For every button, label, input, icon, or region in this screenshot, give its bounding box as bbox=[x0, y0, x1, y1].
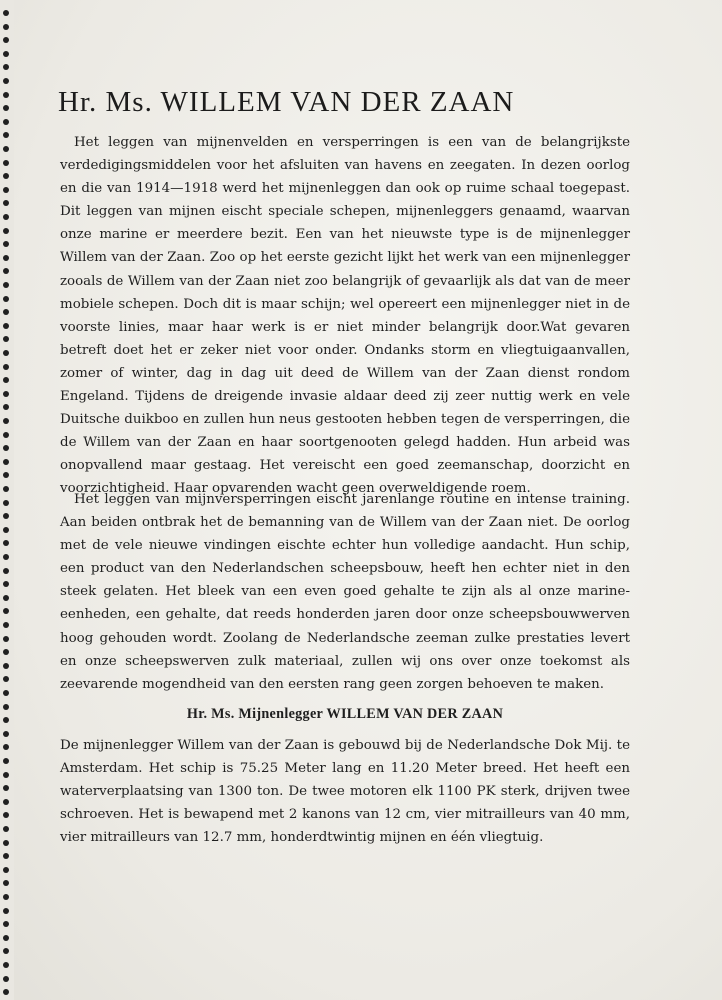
paragraph-training bbox=[60, 488, 630, 696]
binding-hole bbox=[3, 323, 9, 329]
binding-hole bbox=[3, 976, 9, 982]
paragraph-intro-text: Het leggen van mijnenvelden en versperringen is een van de belangrijkste verdedigingsmiddelen voor het afsluiten van havens en zeegaten. In dezen oorlog en die van 1914—1918 werd het mijnenleggen dan ook op ruime schaal toegepast. Dit leggen van mijnen eischt speciale schepen, mijnenleggers genaamd, waarvan onze marine er meerdere bezit. Een van het nieuwste type is de mijnenlegger Willem van der Zaan. Zoo op het eerste gezicht lijkt het werk van een mijnenlegger zooals de Willem van der Zaan niet zoo belangrijk of gevaarlijk als dat van de meer mobiele schepen. Doch dit is maar schijn; wel opereert een mijnenlegger niet in de voorste linies, maar haar werk is er niet minder belangrijk door.Wat gevaren betreft doet het er zeker niet voor onder. Ondanks storm en vliegtuigaanvallen, zomer of winter, dag in dag uit deed de Willem van der Zaan dienst rondom Engeland. Tijdens de dreigende invasie aldaar deed zij zeer nuttig werk en vele Duitsche duikboo en zullen hun neus gestooten hebben tegen de versperringen, die de Willem van der Zaan en haar soortgenooten gelegd hadden. Hun arbeid was onopvallend maar gestaag. Het vereischt een goed zeemanschap, doorzicht en voorzichtigheid. Haar opvarenden wacht geen overweldigende roem. bbox=[60, 135, 630, 497]
paragraph-specifications-text: De mijnenlegger Willem van der Zaan is gebouwd bij de Nederlandsche Dok Mij. te Amsterdam. Het schip is 75.25 Meter lang en 11.20 Meter breed. Het heeft een waterverplaatsing van 1300 ton. De twee motoren elk 1100 PK sterk, drijven twee schroeven. Het is bewapend met 2 kanons van 12 cm, vier mitrailleurs van 40 mm, vier mitrailleurs van 12.7 mm, honderdtwintig mijnen en één vliegtuig. bbox=[60, 738, 630, 846]
binding-hole bbox=[3, 200, 9, 206]
binding-hole bbox=[3, 78, 9, 84]
binding-hole bbox=[3, 772, 9, 778]
binding-hole bbox=[3, 867, 9, 873]
binding-hole bbox=[3, 228, 9, 234]
binding-hole bbox=[3, 908, 9, 914]
binding-hole bbox=[3, 513, 9, 519]
page-title: Hr. Ms. WILLEM VAN DER ZAAN bbox=[58, 86, 515, 118]
binding-hole bbox=[3, 37, 9, 43]
binding-hole bbox=[3, 364, 9, 370]
binding-hole bbox=[3, 799, 9, 805]
binding-hole bbox=[3, 853, 9, 859]
spiral-binding bbox=[0, 0, 14, 1000]
binding-hole bbox=[3, 880, 9, 886]
binding-hole bbox=[3, 649, 9, 655]
binding-hole bbox=[3, 377, 9, 383]
binding-hole bbox=[3, 595, 9, 601]
binding-hole bbox=[3, 663, 9, 669]
binding-hole bbox=[3, 690, 9, 696]
binding-hole bbox=[3, 336, 9, 342]
binding-hole bbox=[3, 758, 9, 764]
binding-hole bbox=[3, 826, 9, 832]
binding-hole bbox=[3, 812, 9, 818]
binding-hole bbox=[3, 418, 9, 424]
binding-hole bbox=[3, 268, 9, 274]
binding-hole bbox=[3, 432, 9, 438]
binding-hole bbox=[3, 744, 9, 750]
binding-hole bbox=[3, 608, 9, 614]
paragraph-intro bbox=[60, 131, 630, 501]
binding-hole bbox=[3, 445, 9, 451]
binding-hole bbox=[3, 486, 9, 492]
binding-hole bbox=[3, 146, 9, 152]
binding-hole bbox=[3, 105, 9, 111]
binding-hole bbox=[3, 64, 9, 70]
binding-hole bbox=[3, 935, 9, 941]
binding-hole bbox=[3, 309, 9, 315]
binding-hole bbox=[3, 962, 9, 968]
binding-hole bbox=[3, 527, 9, 533]
binding-hole bbox=[3, 472, 9, 478]
binding-hole bbox=[3, 785, 9, 791]
binding-hole bbox=[3, 173, 9, 179]
binding-hole bbox=[3, 622, 9, 628]
binding-hole bbox=[3, 296, 9, 302]
binding-hole bbox=[3, 214, 9, 220]
binding-hole bbox=[3, 404, 9, 410]
binding-hole bbox=[3, 636, 9, 642]
binding-hole bbox=[3, 132, 9, 138]
binding-hole bbox=[3, 51, 9, 57]
binding-hole bbox=[3, 717, 9, 723]
binding-hole bbox=[3, 948, 9, 954]
binding-hole bbox=[3, 241, 9, 247]
binding-hole bbox=[3, 540, 9, 546]
section-subtitle: Hr. Ms. Mijnenlegger WILLEM VAN DER ZAAN bbox=[186, 706, 504, 722]
binding-hole bbox=[3, 554, 9, 560]
binding-hole bbox=[3, 894, 9, 900]
paragraph-training-text: Het leggen van mijnversperringen eischt jarenlange routine en intense training. Aan beiden ontbrak het de bemanning van de Willem van der Zaan niet. De oorlog met de vele nieuwe vindingen eischte echter hun volledige aandacht. Hun schip, een product van den Nederlandschen scheepsbouw, heeft hen echter niet in den steek gelaten. Het bleek van een even goed gehalte te zijn als al onze marine-eenheden, een gehalte, dat reeds honderden jaren door onze scheepsbouwwerven hoog gehouden wordt. Zoolang de Nederlandsche zeeman zulke prestaties levert en onze scheepswerven zulk materiaal, zullen wij ons over onze toekomst als zeevarende mogendheid van den eersten rang geen zorgen behoeven te maken. bbox=[60, 492, 630, 692]
binding-hole bbox=[3, 989, 9, 995]
binding-hole bbox=[3, 187, 9, 193]
paragraph-specifications bbox=[60, 734, 630, 849]
binding-hole bbox=[3, 350, 9, 356]
binding-hole bbox=[3, 459, 9, 465]
binding-hole bbox=[3, 119, 9, 125]
binding-hole bbox=[3, 10, 9, 16]
binding-hole bbox=[3, 704, 9, 710]
binding-hole bbox=[3, 568, 9, 574]
binding-hole bbox=[3, 24, 9, 30]
binding-hole bbox=[3, 255, 9, 261]
binding-hole bbox=[3, 391, 9, 397]
binding-hole bbox=[3, 731, 9, 737]
binding-hole bbox=[3, 840, 9, 846]
binding-hole bbox=[3, 160, 9, 166]
binding-hole bbox=[3, 500, 9, 506]
binding-hole bbox=[3, 921, 9, 927]
binding-hole bbox=[3, 581, 9, 587]
binding-hole bbox=[3, 676, 9, 682]
binding-hole bbox=[3, 282, 9, 288]
binding-hole bbox=[3, 92, 9, 98]
